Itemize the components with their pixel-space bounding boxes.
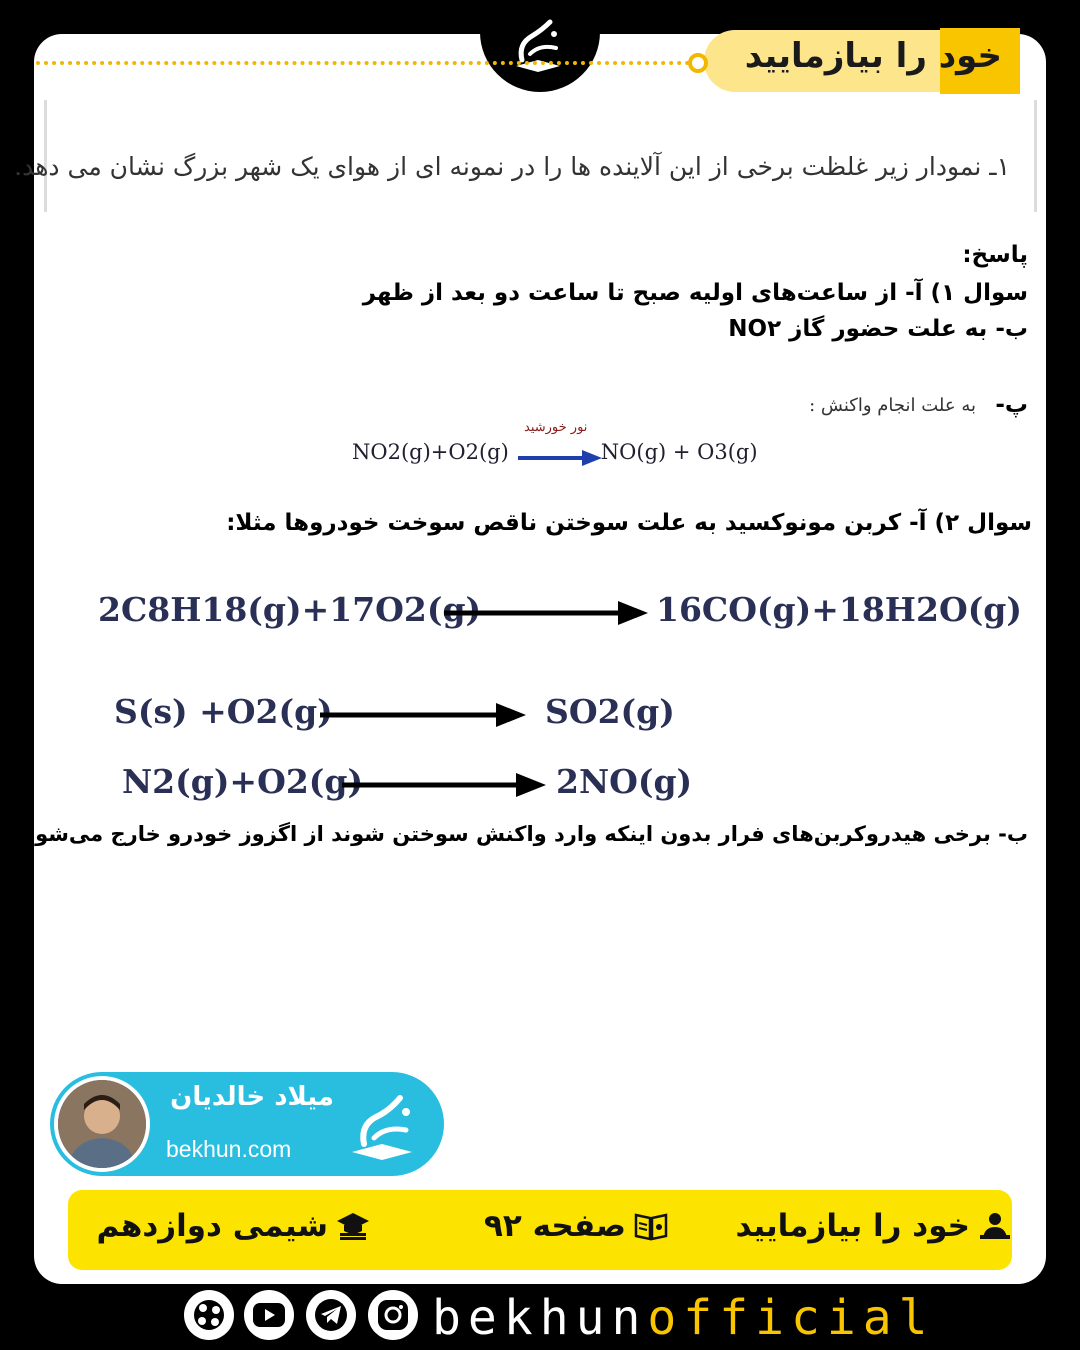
- question-text: ۱ـ نمودار زیر غلظت برخی از این آلاینده ها را در نمونه ای از هوای یک شهر بزرگ نشان می دهد.: [14, 152, 1010, 181]
- telegram-link[interactable]: [306, 1290, 356, 1340]
- instagram-icon: [376, 1298, 410, 1332]
- instagram-link[interactable]: [368, 1290, 418, 1340]
- youtube-icon: [252, 1302, 286, 1328]
- brand-part-2: official: [647, 1290, 935, 1346]
- footer-book: [97, 1208, 370, 1244]
- answer-q1-c-text: به علت انجام واکنش :: [809, 395, 976, 416]
- reaction-small-right: NO(g) + O3(g): [600, 440, 758, 464]
- equation-2-left: S(s) +O2(g): [114, 692, 333, 731]
- footer-section-label: خود را بیازمایید: [735, 1208, 970, 1244]
- teacher-icon: [978, 1211, 1012, 1241]
- header-ring-icon: [688, 53, 708, 73]
- answer-q2-b: ب- برخی هیدروکربن‌های فرار بدون اینکه وارد واکنش سوختن شوند از اگزوز خودرو خارج می‌شوند.: [7, 822, 1028, 846]
- answer-q1-b: ب- به علت حضور گاز NO۲: [728, 316, 1028, 342]
- footer-section: [735, 1208, 1012, 1244]
- footer-page: [484, 1208, 668, 1244]
- brand-part-1: bekhun: [432, 1290, 648, 1346]
- brand-handle: [432, 1290, 935, 1346]
- section-title: خود را بیازمایید: [744, 36, 1002, 76]
- author-avatar: [54, 1076, 150, 1172]
- author-site: bekhun.com: [166, 1136, 292, 1162]
- person-icon: [58, 1080, 146, 1168]
- equation-2-right: SO2(g): [545, 692, 675, 731]
- equation-1-right: 16CO(g)+18H2O(g): [656, 590, 1022, 629]
- right-margin-rule: [1034, 100, 1037, 212]
- book-open-icon: [634, 1211, 668, 1241]
- equation-3-arrow-icon: [340, 770, 548, 800]
- telegram-icon: [314, 1298, 348, 1332]
- youtube-link[interactable]: [244, 1290, 294, 1340]
- answer-label: پاسخ:: [962, 242, 1028, 268]
- reaction-arrow-icon: [516, 448, 604, 468]
- answer-q2-a: سوال ۲) آ- کربن مونوکسید به علت سوختن ناقص سوخت خودروها مثلا:: [226, 510, 1032, 536]
- header-dotted-line: [36, 61, 690, 65]
- aparat-link[interactable]: [184, 1290, 234, 1340]
- footer-page-label: صفحه ۹۲: [483, 1208, 626, 1244]
- answer-q1-a: سوال ۱) آ- از ساعت‌های اولیه صبح تا ساعت دو بعد از ظهر: [362, 280, 1028, 306]
- bekhun-logo-icon: [508, 14, 572, 78]
- bekhun-logo-icon: [344, 1090, 428, 1164]
- graduation-cap-icon: [336, 1211, 370, 1241]
- footer-book-label: شیمی دوازدهم: [96, 1208, 328, 1244]
- reaction-small-left: NO2(g)+O2(g): [352, 440, 509, 464]
- answer-q1-c-label: پ-: [995, 392, 1028, 418]
- equation-1-left: 2C8H18(g)+17O2(g): [98, 590, 482, 629]
- author-name: میلاد خالدیان: [170, 1082, 334, 1112]
- reaction-condition: نور خورشید: [524, 420, 588, 435]
- equation-1-arrow-icon: [442, 598, 650, 628]
- equation-3-left: N2(g)+O2(g): [122, 762, 364, 801]
- aparat-icon: [192, 1298, 226, 1332]
- equation-3-right: 2NO(g): [556, 762, 693, 801]
- equation-2-arrow-icon: [318, 700, 528, 730]
